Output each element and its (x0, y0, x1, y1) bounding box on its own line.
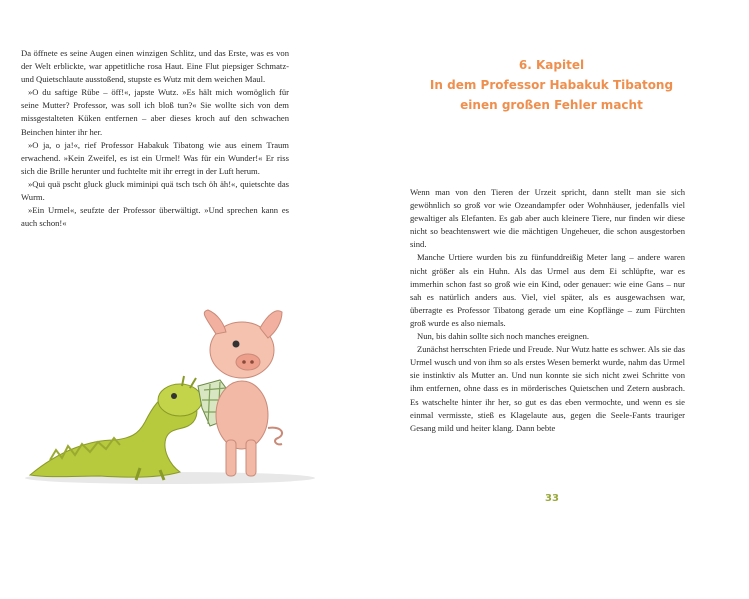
chapter-heading (414, 55, 689, 115)
right-page-text (410, 186, 685, 435)
paragraph: Da öffnete es seine Augen einen winzigen Schlitz, und das Erste, was es von der Welt erblickte, war appetitliche rosa Haut. Eine Flut piepsiger Schmatz- und Quietschlaute ausstoßend, stupste es Wutz mit dem weichen Maul. (21, 48, 289, 85)
paragraph: »Qui quä pscht gluck gluck miminipi quä tsch tsch öh äh!«, quietschte das Wurm. (21, 178, 289, 203)
pig-and-urmel-illustration (20, 300, 320, 490)
paragraph: Nun, bis dahin sollte sich noch manches ereignen. (417, 331, 590, 342)
chapter-title-line1: In dem Professor Habakuk Tibatong (429, 78, 674, 92)
chapter-title-line2: einen großen Fehler macht (460, 98, 643, 112)
paragraph: »O ja, o ja!«, rief Professor Habakuk Tibatong wie aus einem Traum erwachend. »Kein Zweifel, es ist ein Urmel! Was für ein Wunder!« Er riss sich die Brille herunter und fuchtelte mit ihr erregt in der Luft herum. (21, 139, 289, 176)
chapter-number: 6. Kapitel (518, 58, 585, 72)
left-page (0, 0, 374, 599)
paragraph: Zunächst herrschten Friede und Freude. Nur Wutz hatte es schwer. Als sie das Urmel wusch und von ihm so als erstes Wesen bemerkt wurde, nahm das Urmel sie instinktiv als Mutter an. Und nun konnte sie sich nicht zwei Schritte von ihm entfernen, ohne dass es in mörderisches Quietschen und Zetern ausbrach. Es watschelte hinter ihr her, so gut es das eben vermochte, und wenn es sie einmal vermisste, stieß es Klagelaute aus, gegen die Seele-Fants trauriger Gesang mild und heiter klang. Dann bebte (410, 344, 685, 433)
paragraph: Wenn man von den Tieren der Urzeit spricht, dann stellt man sie sich gewöhnlich so groß vor wie Ozeandampfer oder Wohnhäuser, jedenfalls viel gewaltiger als Elefanten. Es gab aber auch kleinere Tiere, nur finden wir diese nicht so beachtenswert wie die mächtigen Ungeheuer, die schon ausgestorben sind. (410, 187, 685, 250)
paragraph: Manche Urtiere wurden bis zu fünfunddreißig Meter lang – andere waren nicht größer als ein Huhn. Als das Urmel aus dem Ei schlüpfte, war es immerhin schon fast so groß wie ein Kind, oder genauer: wie eine Gans – nur sah es natürlich anders aus. Viel, viel später, als es ausgewachsen war, überragte es Professor Tibatong gerade um eine Kopflänge – zum Fürchten groß wurde es also niemals. (410, 252, 685, 328)
left-page-text (21, 47, 289, 230)
right-page (374, 0, 749, 599)
paragraph: »Ein Urmel«, seufzte der Professor überwältigt. »Und sprechen kann es auch schon!« (21, 205, 289, 229)
paragraph: »O du saftige Rübe – öff!«, japste Wutz. »Es hält mich womöglich für seine Mutter? Professor, was soll ich bloß tun?« Sie wollte sich von dem missgestalteten Küken entfernen – aber dieses kroch auf den schwachen Beinchen hinter ihr her. (21, 87, 289, 137)
page-number: 33 (545, 493, 559, 504)
